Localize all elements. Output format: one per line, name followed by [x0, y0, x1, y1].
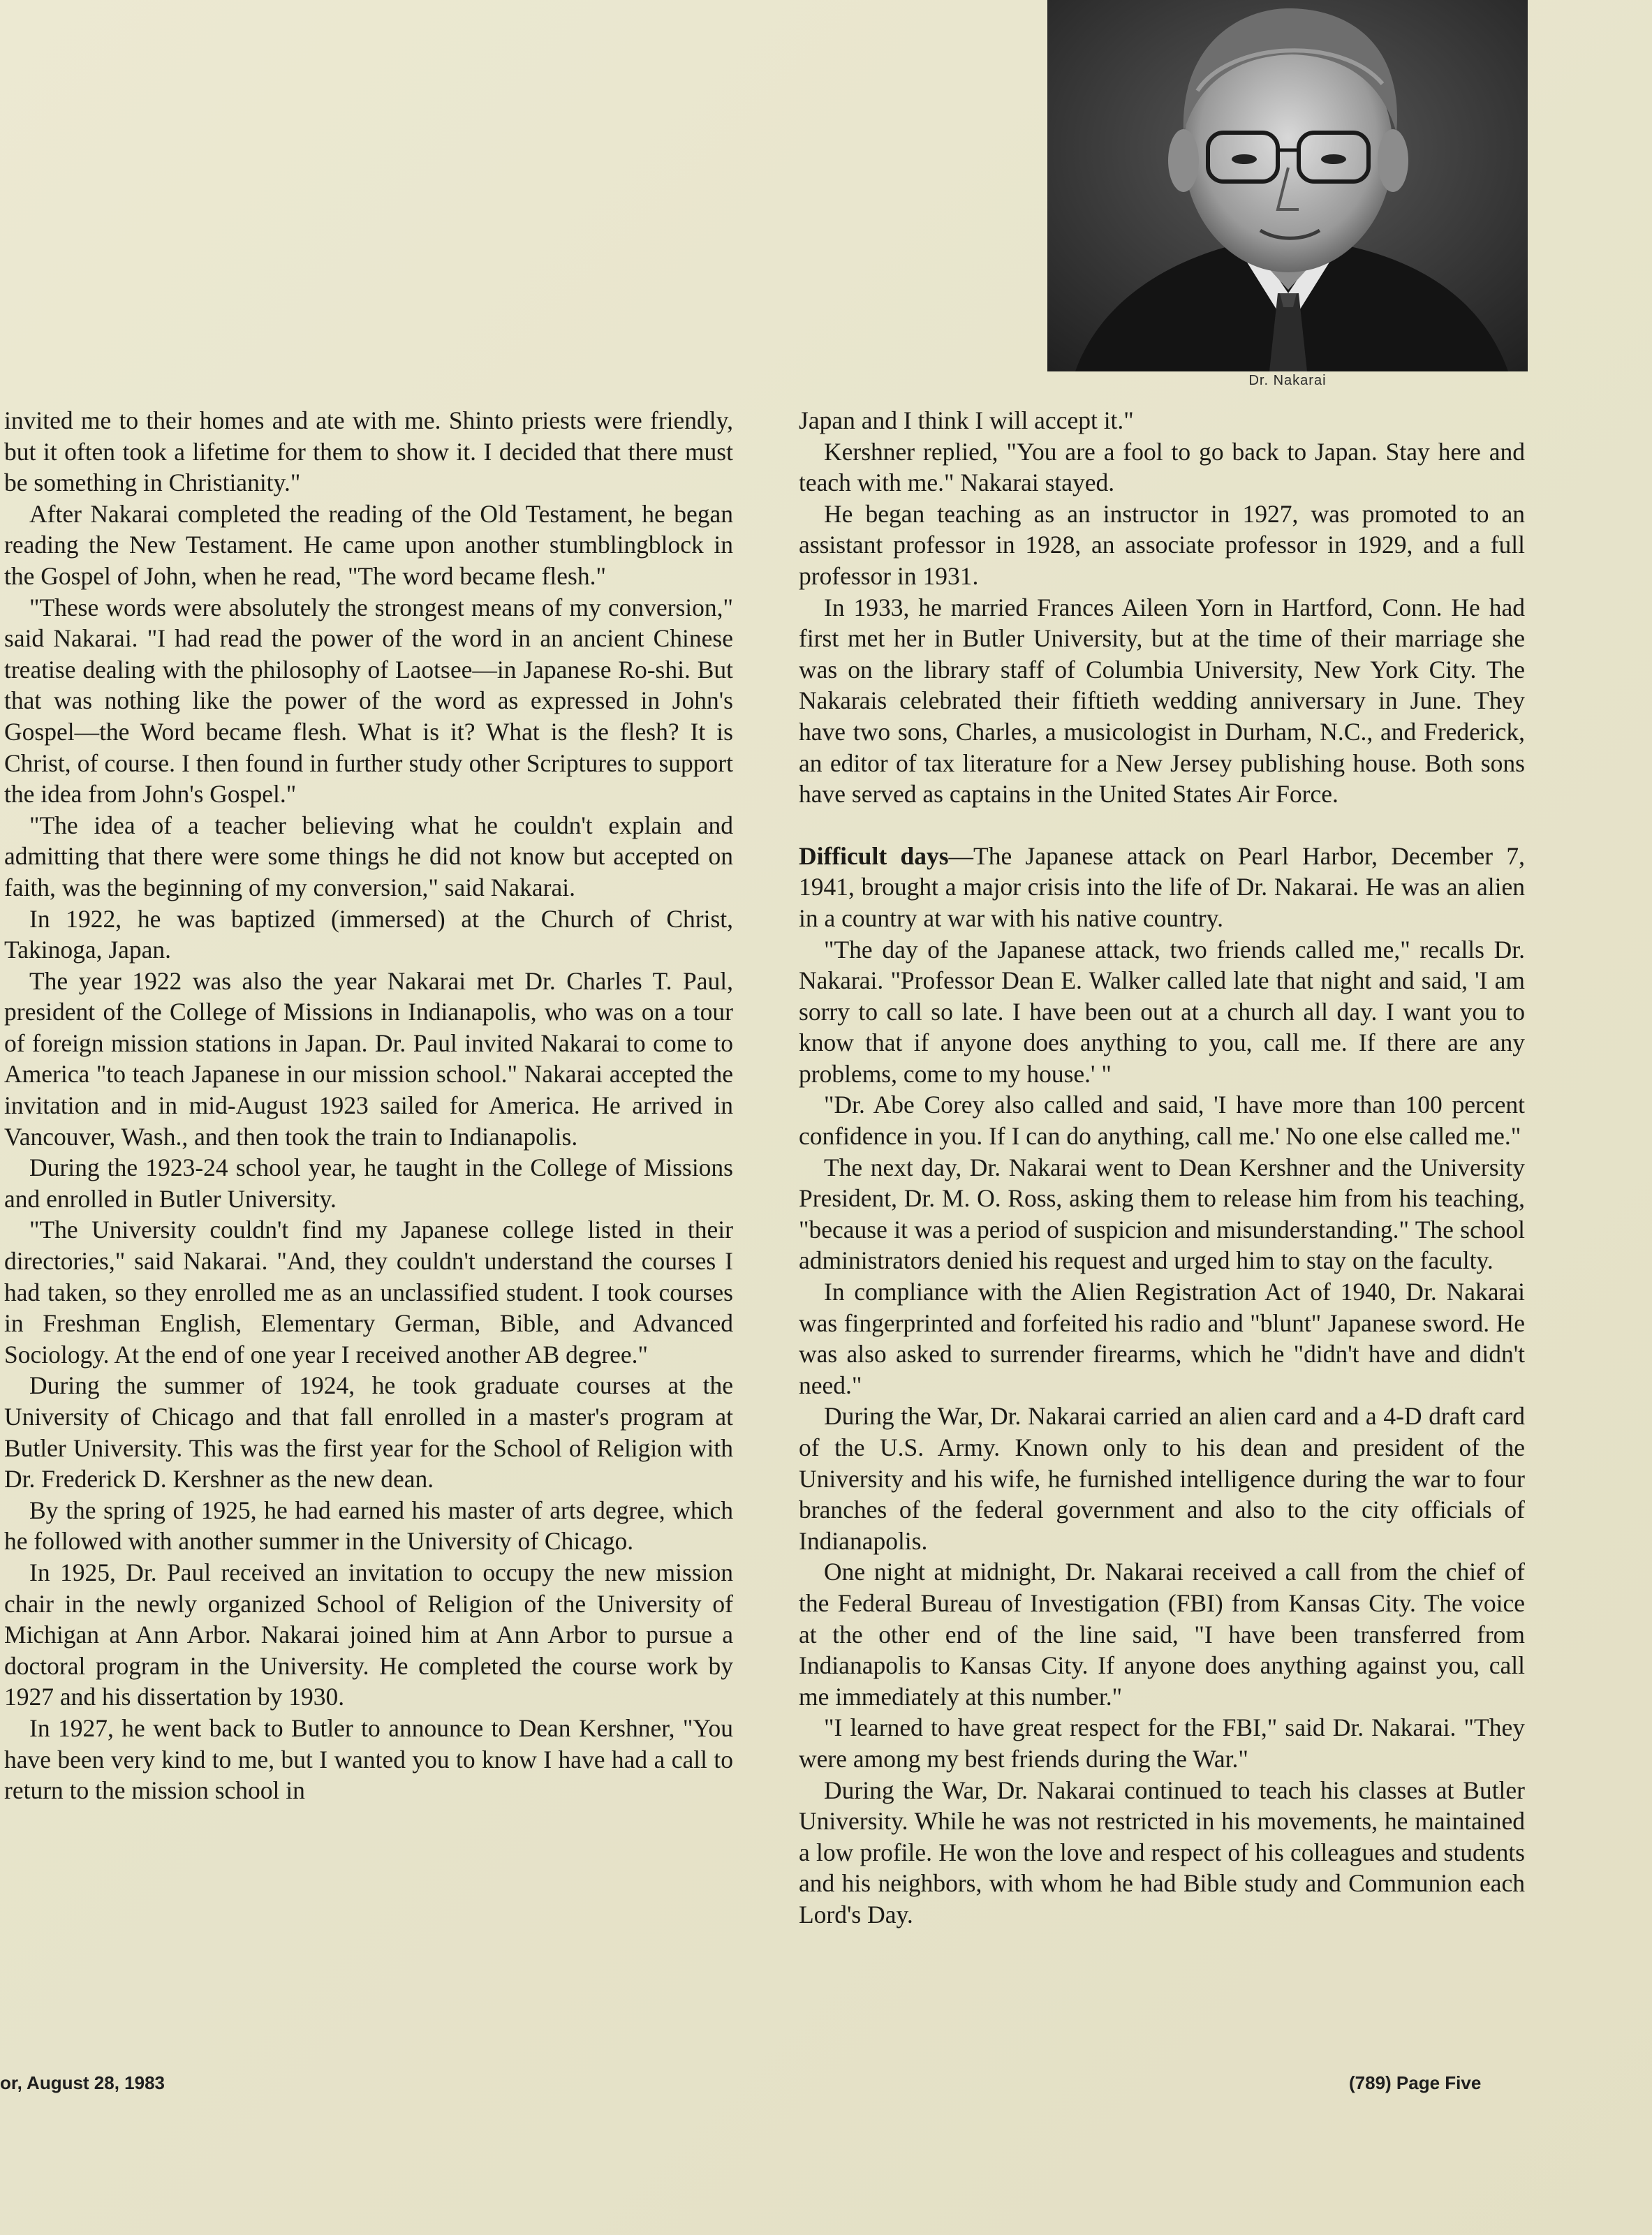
footer-date: or, August 28, 1983 [0, 2072, 165, 2093]
right-section-paragraph-1: "The day of the Japanese attack, two friends called me," recalls Dr. Nakarai. "Professor Dean E. Walker called late that night and said, 'I am sorry to call so late. I have been out at a church all day. I want you to know that if anyone does anything to you, call me. If there are any problems, come to my house.' " [799, 935, 1525, 1088]
left-paragraph-8: "The University couldn't find my Japanese college listed in their directories," said Nakarai. "And, they couldn't understand the courses I had taken, so they enrolled me as an unclassified student. I took courses in Freshman English, Elementary German, Bible, and Advanced Sociology. At the end of one year I received another AB degree." [4, 1216, 733, 1369]
right-section-paragraph-5: During the War, Dr. Nakarai carried an alien card and a 4-D draft card of the U.S. Army. Known only to his dean and president of the University and his wife, he furnished intelligence during the war to four branches of the federal government and also to the city officials of Indianapolis. [799, 1402, 1525, 1555]
right-column [799, 405, 1525, 1931]
right-section-paragraph-8: During the War, Dr. Nakarai continued to teach his classes at Butler University. While he was not restricted in his movements, he maintained a low profile. He won the love and respect of his colleagues and students and his neighbors, with whom he had Bible study and Communion each Lord's Day. [799, 1776, 1525, 1928]
portrait-illustration [1047, 0, 1528, 371]
right-paragraph-4: In 1933, he married Frances Aileen Yorn in Hartford, Conn. He had first met her in Butler University, but at the time of their marriage she was on the library staff of Columbia University, New York City. The Nakarais celebrated their fiftieth wedding anniversary in June. They have two sons, Charles, a musicologist in Durham, N.C., and Frederick, an editor of tax literature for a New Jersey publishing house. Both sons have served as captains in the United States Air Force. [799, 593, 1525, 809]
right-paragraph-2: Kershner replied, "You are a fool to go back to Japan. Stay here and teach with me." Nakarai stayed. [799, 437, 1525, 497]
left-paragraph-2: After Nakarai completed the reading of the Old Testament, he began reading the New Testament. He came upon another stumblingblock in the Gospel of John, when he read, "The word became flesh." [4, 499, 733, 590]
photo-caption: Dr. Nakarai [1248, 373, 1327, 388]
right-section-paragraph-4: In compliance with the Alien Registration Act of 1940, Dr. Nakarai was fingerprinted and forfeited his radio and "blunt" Japanese sword. He was also asked to surrender firearms, which he "didn't have and didn't need." [799, 1278, 1525, 1399]
left-column [4, 405, 733, 1806]
left-paragraph-7: During the 1923-24 school year, he taught in the College of Missions and enrolled in Butler University. [4, 1153, 733, 1213]
left-paragraph-12: In 1927, he went back to Butler to announce to Dean Kershner, "You have been very kind to me, but I wanted you to know I have had a call to return to the mission school in [4, 1713, 733, 1805]
right-paragraph-1: Japan and I think I will accept it." [799, 406, 1134, 434]
left-paragraph-5: In 1922, he was baptized (immersed) at the Church of Christ, Takinoga, Japan. [4, 904, 733, 964]
section-heading: Difficult days [799, 841, 949, 870]
right-section-paragraph-7: "I learned to have great respect for the FBI," said Dr. Nakarai. "They were among my best friends during the War." [799, 1713, 1525, 1773]
right-section-paragraph-3: The next day, Dr. Nakarai went to Dean Kershner and the University President, Dr. M. O. Ross, asking them to release him from his teaching, "because it was a period of suspicion and misunderstanding." The school administrators denied his request and urged him to stay on the faculty. [799, 1153, 1525, 1275]
right-paragraph-3: He began teaching as an instructor in 1927, was promoted to an assistant professor in 1928, an associate professor in 1929, and a full professor in 1931. [799, 499, 1525, 590]
left-paragraph-11: In 1925, Dr. Paul received an invitation to occupy the new mission chair in the newly organized School of Religion of the University of Michigan at Ann Arbor. Nakarai joined him at Ann Arbor to pursue a doctoral program in the University. He completed the course work by 1927 and his dissertation by 1930. [4, 1558, 733, 1711]
left-paragraph-6: The year 1922 was also the year Nakarai met Dr. Charles T. Paul, president of the College of Missions in Indianapolis, who was on a tour of foreign mission stations in Japan. Dr. Paul invited Nakarai to come to America "to teach Japanese in our mission school." Nakarai accepted the invitation and in mid-August 1923 sailed for America. He arrived in Vancouver, Wash., and then took the train to Indianapolis. [4, 966, 733, 1151]
left-paragraph-1: invited me to their homes and ate with me. Shinto priests were friendly, but it often took a lifetime for them to show it. I decided that there must be something in Christianity." [4, 406, 733, 497]
left-paragraph-3: "These words were absolutely the strongest means of my conversion," said Nakarai. "I had read the power of the word in an ancient Chinese treatise dealing with the philosophy of Laotsee—in Japanese Ro-shi. But that was nothing like the power of the word as expressed in John's Gospel—the Word became flesh. What is it? What is the flesh? It is Christ, of course. I then found in further study other Scriptures to support the idea from John's Gospel." [4, 593, 733, 809]
section-lead-text: —The Japanese attack on Pearl Harbor, December 7, 1941, brought a major crisis into the life of Dr. Nakarai. He was an alien in a country at war with his native country. [799, 841, 1525, 932]
left-paragraph-4: "The idea of a teacher believing what he couldn't explain and admitting that there were some things he did not know but accepted on faith, was the beginning of my conversion," said Nakarai. [4, 811, 733, 901]
right-section-paragraph-6: One night at midnight, Dr. Nakarai received a call from the chief of the Federal Bureau of Investigation (FBI) from Kansas City. The voice at the other end of the line said, "I have been transferred from Indianapolis to Kansas City. If anyone does anything against you, call me immediately at this number." [799, 1558, 1525, 1711]
footer-page-number: (789) Page Five [1349, 2072, 1482, 2093]
section-lead-paragraph [799, 841, 1525, 934]
left-paragraph-10: By the spring of 1925, he had earned his master of arts degree, which he followed with another summer in the University of Chicago. [4, 1496, 733, 1556]
left-paragraph-9: During the summer of 1924, he took graduate courses at the University of Chicago and that fall enrolled in a master's program at Butler University. This was the first year for the School of Religion with Dr. Frederick D. Kershner as the new dean. [4, 1371, 733, 1493]
right-section-paragraph-2: "Dr. Abe Corey also called and said, 'I have more than 100 percent confidence in you. If I can do anything, call me.' No one else called me." [799, 1091, 1525, 1151]
portrait-photo [1047, 0, 1528, 371]
